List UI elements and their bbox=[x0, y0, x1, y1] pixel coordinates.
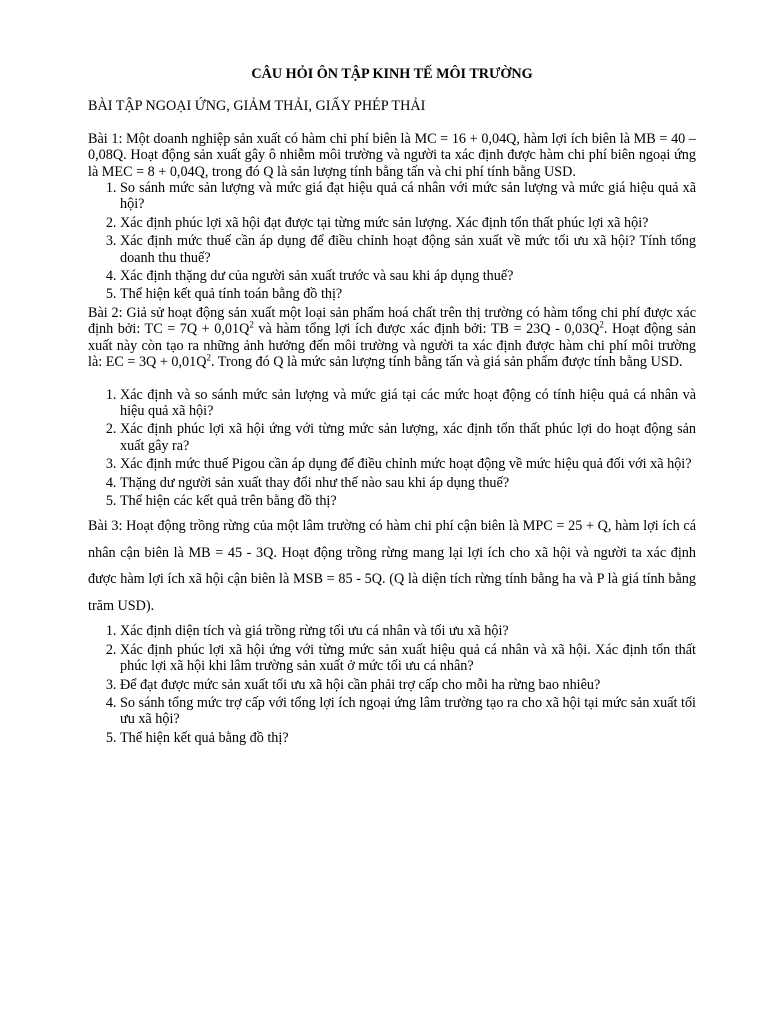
exercise-2-questions bbox=[88, 387, 696, 510]
question-item: 3. Xác định mức thuế Pigou cần áp dụng để điều chỉnh mức hoạt động về mức hiệu quả đối với xã hội? bbox=[120, 456, 696, 472]
exercise-3 bbox=[88, 513, 696, 746]
exercise-2-text-part: Bài 2: Giả sử hoạt động sản xuất một loại sản phẩm hoá chất trên thị trường có hàm tổng chi phí được xác định bởi: TC = 7Q + 0,01Q bbox=[88, 304, 696, 338]
page-title: CÂU HỎI ÔN TẬP KINH TẾ MÔI TRƯỜNG bbox=[251, 66, 533, 82]
question-item: 2. Xác định phúc lợi xã hội đạt được tại từng mức sản lượng. Xác định tổn thất phúc lợi xã hội? bbox=[120, 215, 696, 231]
question-item: 1. Xác định và so sánh mức sản lượng và mức giá tại các mức hoạt động có tính hiệu quả cá nhân và hiệu quả xã hội? bbox=[120, 387, 696, 420]
question-item: 2. Xác định phúc lợi xã hội ứng với từng mức sản xuất hiệu quả cá nhân và xã hội. Xác định tổn thất phúc lợi xã hội khi lâm trường sản xuất ở mức tối ưu cá nhân? bbox=[120, 642, 696, 675]
exercise-3-questions bbox=[88, 623, 696, 746]
question-item: 3. Xác định mức thuế cần áp dụng để điều chỉnh hoạt động sản xuất về mức tối ưu xã hội? Tính tổng doanh thu thuế? bbox=[120, 233, 696, 266]
exponent: 2 bbox=[599, 319, 604, 330]
question-item: 4. So sánh tổng mức trợ cấp với tổng lợi ích ngoại ứng lâm trường tạo ra cho xã hội tại mức sản xuất tối ưu xã hội? bbox=[120, 695, 696, 728]
exercise-3-text: Bài 3: Hoạt động trồng rừng của một lâm trường có hàm chi phí cận biên là MPC = 25 + Q, hàm lợi ích cá nhân cận biên là MB = 45 - 3Q. Hoạt động trồng rừng mang lại lợi ích cho xã hội và người ta xác định được hàm lợi ích xã hội cận biên là MSB = 85 - 5Q. (Q là diện tích rừng tính bằng ha và P là giá tính bằng trăm USD). bbox=[88, 518, 696, 614]
question-item: 3. Để đạt được mức sản xuất tối ưu xã hội cần phải trợ cấp cho mỗi ha rừng bao nhiêu? bbox=[120, 677, 696, 693]
question-item: 5. Thể hiện các kết quả trên bằng đồ thị? bbox=[120, 493, 696, 509]
exercise-2-text-part: . Trong đó Q là mức sản lượng tính bằng tấn và giá sản phẩm được tính bằng USD. bbox=[210, 354, 683, 371]
question-item: 1. So sánh mức sản lượng và mức giá đạt hiệu quả cá nhân với mức sản lượng và mức giá hiệu quả xã hội? bbox=[120, 180, 696, 213]
exercise-1 bbox=[88, 131, 696, 303]
exercise-2-text bbox=[88, 305, 696, 371]
question-item: 4. Thặng dư người sản xuất thay đổi như thế nào sau khi áp dụng thuế? bbox=[120, 475, 696, 491]
exercise-1-questions bbox=[88, 180, 696, 303]
exercise-2-text-part: . Hoạt động sản xuất này còn tạo ra những ảnh hưởng đến môi trường và người ta xác định được hàm chi phí môi trường là: EC = 3Q + 0,01Q bbox=[88, 321, 696, 371]
question-item: 4. Xác định thặng dư của người sản xuất trước và sau khi áp dụng thuế? bbox=[120, 268, 696, 284]
exercise-1-text: Bài 1: Một doanh nghiệp sản xuất có hàm chi phí biên là MC = 16 + 0,04Q, hàm lợi ích biên là MB = 40 – 0,08Q. Hoạt động sản xuất gây ô nhiễm môi trường và người ta xác định được hàm chi phí biên ngoại ứng là MEC = 8 + 0,04Q, trong đó Q là sản lượng tính bằng tấn và chi phí tính bằng USD. bbox=[88, 130, 696, 180]
question-item: 2. Xác định phúc lợi xã hội ứng với từng mức sản lượng, xác định tổn thất phúc lợi do hoạt động sản xuất gây ra? bbox=[120, 421, 696, 454]
question-item: 5. Thể hiện kết quả bằng đồ thị? bbox=[120, 730, 696, 746]
exponent: 2 bbox=[249, 319, 254, 330]
question-item: 1. Xác định diện tích và giá trồng rừng tối ưu cá nhân và tối ưu xã hội? bbox=[120, 623, 696, 639]
question-item: 5. Thể hiện kết quả tính toán bằng đồ thị? bbox=[120, 286, 696, 302]
blank-line bbox=[88, 371, 696, 387]
section-heading: BÀI TẬP NGOẠI ỨNG, GIẢM THẢI, GIẤY PHÉP THẢI bbox=[88, 98, 426, 115]
exercise-2-text-part: và hàm tổng lợi ích được xác định bởi: TB = 23Q - 0,03Q bbox=[253, 321, 600, 338]
exercise-2 bbox=[88, 305, 696, 509]
exponent: 2 bbox=[206, 352, 211, 363]
